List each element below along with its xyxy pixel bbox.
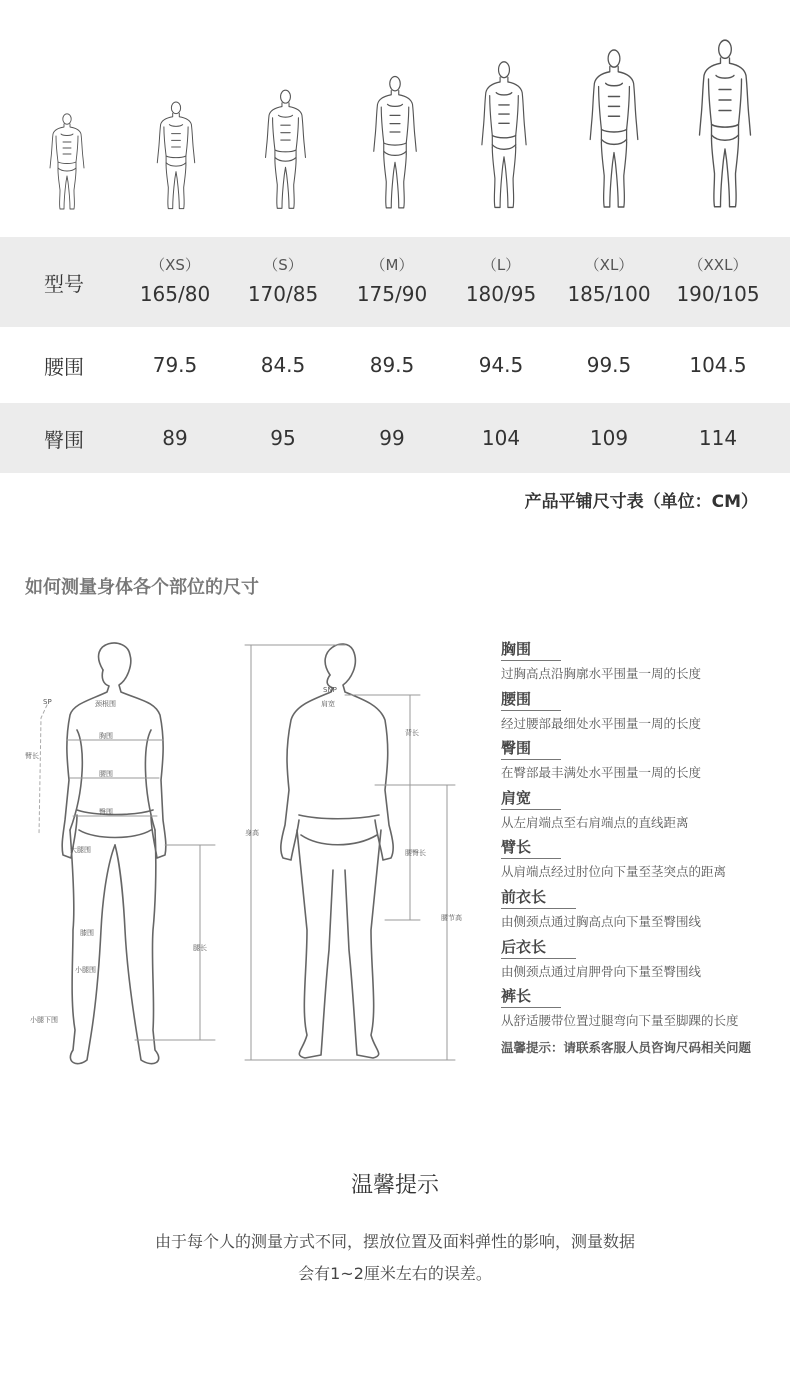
legend-item: 腰围 经过腰部最细处水平围量一周的长度: [501, 689, 702, 731]
hip-xxl: 114: [698, 426, 738, 450]
svg-text:大腿围: 大腿围: [70, 846, 91, 854]
svg-text:小腿围: 小腿围: [75, 966, 96, 974]
cell-xl: （XL） 185/100: [567, 256, 651, 306]
waist-s: 84.5: [260, 353, 306, 377]
figure-xxl: [695, 37, 755, 212]
svg-text:腰围: 腰围: [99, 770, 113, 778]
legend-tip: 温馨提示：请联系客服人员咨询尺码相关问题: [501, 1039, 752, 1055]
svg-text:身高: 身高: [245, 829, 259, 837]
svg-text:胸围: 胸围: [99, 732, 113, 740]
hip-xl: 109: [589, 426, 629, 450]
legend-item: 臂长 从肩端点经过肘位向下量至茎突点的距离: [501, 838, 727, 880]
legend-item: 臀围 在臀部最丰满处水平围量一周的长度: [501, 739, 702, 781]
measurement-legend: [501, 638, 786, 1056]
figure-s: [154, 100, 198, 212]
svg-text:肩宽: 肩宽: [321, 700, 335, 708]
cell-xs: （XS） 165/80: [139, 256, 211, 306]
svg-text:腿长: 腿长: [193, 944, 207, 952]
figure-l: [370, 74, 420, 212]
row-label-waist: 腰围: [44, 354, 84, 379]
svg-text:膝围: 膝围: [80, 929, 94, 937]
svg-text:腰节高: 腰节高: [441, 914, 462, 922]
tips-line-2: 会有1~2厘米左右的误差。: [298, 1264, 492, 1283]
figure-xl: [478, 59, 530, 212]
row-label-hip: 臀围: [44, 427, 84, 452]
svg-text:臀围: 臀围: [99, 808, 113, 816]
legend-item: 肩宽 从左肩端点至右肩端点的直线距离: [501, 788, 689, 830]
how-to-measure-title: 如何测量身体各个部位的尺寸: [25, 577, 259, 598]
figure-xl-2: [586, 47, 642, 212]
svg-text:小腿下围: 小腿下围: [30, 1016, 58, 1024]
table-row-waist: [0, 327, 790, 403]
svg-text:背长: 背长: [405, 729, 419, 737]
legend-item: 裤长 从舒适腰带位置过腿弯向下量至脚踝的长度: [501, 987, 739, 1029]
legend-item: 后衣长 由侧颈点通过肩胛骨向下量至臀围线: [501, 937, 702, 979]
table-row-model: [0, 237, 790, 327]
waist-xxl: 104.5: [689, 353, 747, 377]
unit-note: 产品平铺尺寸表（单位：CM）: [524, 492, 758, 512]
waist-xs: 79.5: [152, 353, 198, 377]
tips-title: 温馨提示: [350, 1173, 439, 1198]
svg-text:臂长: 臂长: [25, 752, 39, 760]
waist-xl: 99.5: [586, 353, 632, 377]
hip-s: 95: [270, 426, 296, 450]
size-figures-row: [0, 0, 790, 237]
cell-l: （L） 180/95: [465, 256, 537, 306]
row-label-model: 型号: [44, 271, 84, 296]
cell-m: （M） 175/90: [356, 256, 428, 306]
tips-text: [0, 1226, 790, 1290]
cell-xxl: （XXL） 190/105: [676, 256, 760, 306]
waist-l: 94.5: [478, 353, 524, 377]
waist-m: 89.5: [369, 353, 415, 377]
measurement-diagram: [15, 630, 490, 1080]
hip-xs: 89: [162, 426, 188, 450]
cell-s: （S） 170/85: [247, 256, 319, 306]
legend-item: 前衣长 由侧颈点通过胸高点向下量至臀围线: [501, 887, 702, 929]
size-table: [0, 237, 790, 473]
svg-text:腰臀长: 腰臀长: [405, 849, 426, 857]
legend-item: 胸围 过胸高点沿胸廓水平围量一周的长度: [501, 640, 702, 681]
figure-m: [262, 88, 309, 212]
hip-m: 99: [379, 426, 405, 450]
svg-text:SNP: SNP: [323, 686, 337, 694]
back-body-outline: [281, 644, 393, 1058]
svg-text:颈根围: 颈根围: [95, 700, 116, 708]
tips-line-1: 由于每个人的测量方式不同，摆放位置及面料弹性的影响，测量数据: [154, 1232, 635, 1251]
hip-l: 104: [481, 426, 521, 450]
figure-xs: [47, 112, 87, 212]
svg-text:SP: SP: [43, 698, 52, 706]
table-row-hip: [0, 403, 790, 473]
